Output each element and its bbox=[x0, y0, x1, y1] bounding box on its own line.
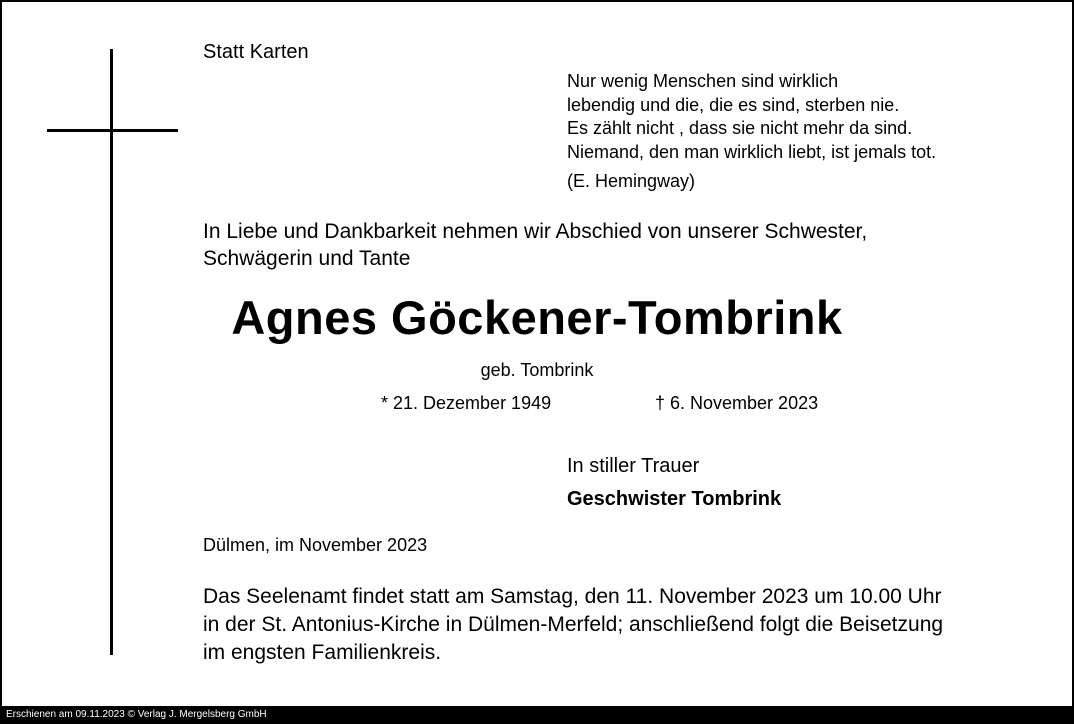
mourners-names: Geschwister Tombrink bbox=[567, 488, 782, 510]
mourning-phrase: In stiller Trauer bbox=[567, 455, 700, 477]
poem-quote bbox=[567, 70, 936, 164]
statt-karten-text: Statt Karten bbox=[203, 41, 309, 63]
death-date: † 6. November 2023 bbox=[655, 393, 819, 413]
poem-line: Niemand, den man wirklich liebt, ist jemals tot. bbox=[567, 141, 937, 162]
notice-line: im engsten Familienkreis. bbox=[203, 641, 442, 664]
poem-line: Es zählt nicht , dass sie nicht mehr da sind. bbox=[567, 118, 913, 138]
funeral-notice bbox=[203, 583, 943, 667]
notice-line: Das Seelenamt findet statt am Samstag, den 11. November 2023 um 10.00 Uhr bbox=[203, 585, 942, 608]
publication-footer: Erschienen am 09.11.2023 © Verlag J. Mergelsberg GmbH bbox=[0, 706, 1074, 724]
poem-line: lebendig und die, die es sind, sterben nie. bbox=[567, 94, 900, 115]
poem-line: Nur wenig Menschen sind wirklich bbox=[567, 71, 839, 91]
poem-author: (E. Hemingway) bbox=[567, 171, 696, 191]
intro-line: Schwägerin und Tante bbox=[203, 247, 411, 270]
place-date: Dülmen, im November 2023 bbox=[203, 535, 428, 555]
birth-name: geb. Tombrink bbox=[480, 360, 594, 380]
intro-line: In Liebe und Dankbarkeit nehmen wir Abschied von unserer Schwester, bbox=[203, 220, 868, 243]
intro-text bbox=[203, 218, 867, 272]
deceased-name: Agnes Göckener-Tombrink bbox=[231, 291, 843, 344]
notice-line: in der St. Antonius-Kirche in Dülmen-Merfeld; anschließend folgt die Beisetzung bbox=[203, 613, 944, 636]
cross-icon bbox=[110, 49, 113, 655]
birth-date: * 21. Dezember 1949 bbox=[381, 393, 552, 413]
cross-icon-bar bbox=[47, 129, 178, 132]
